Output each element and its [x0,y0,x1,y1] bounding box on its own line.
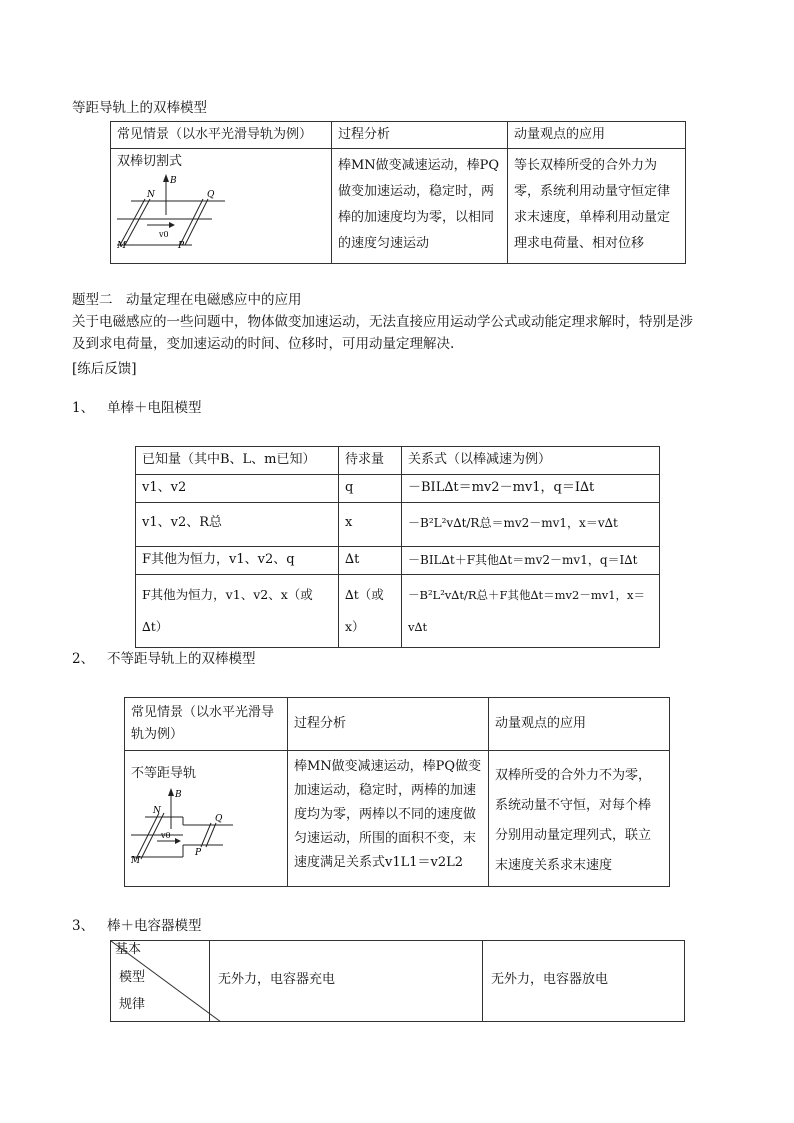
figure-label-P: P [178,241,185,249]
application-cell: 等长双棒所受的合外力为零，系统利用动量守恒定律求末速度，单棒利用动量定理求电荷量、相对位移 [508,149,686,264]
process-cell: 棒MN做变减速运动，棒PQ做变加速运动，稳定时，两棒的加速度均为零，以相同的速度匀速运动 [332,149,508,264]
t1-row2-relation: －B²L²v∆t/R总＝mv2－mv1，x＝v∆t [402,503,660,547]
corner-bottom: 规律 [119,997,146,1012]
t2-header-scene: 常见情景（以水平光滑导轨为例） [125,698,288,751]
figure-label-M: M [117,241,127,249]
section-a-title: 等距导轨上的双棒模型 [72,100,207,116]
scene-cell [111,149,332,264]
corner-top: 基本 [115,942,142,957]
capacitor-table [110,940,685,1022]
item2-number: 2、 [72,651,95,667]
single-rod-table [135,446,660,648]
t1-row4-relation: －B²L²v∆t/R总＋F其他∆t＝mv2－mv1，x＝v∆t [402,575,660,648]
header-scene: 常见情景（以水平光滑导轨为例） [111,122,332,149]
t1-row1-relation: －BIL∆t＝mv2－mv1，q＝I∆t [402,475,660,503]
item1-title: 单棒＋电阻模型 [107,400,202,416]
corner-cell [111,941,210,1022]
t1-row4-unknown: ∆t（或x） [339,575,402,648]
t2-figure-label-N: N [153,806,161,816]
item2-title: 不等距导轨上的双棒模型 [107,651,256,667]
t1-row2-unknown: x [339,503,402,547]
equal-rail-table [110,121,686,264]
topic-two-title: 题型二 动量定理在电磁感应中的应用 [72,292,302,308]
t2-figure-label-Q: Q [215,814,223,824]
t2-scene-label: 不等距导轨 [131,766,197,781]
t1-row3-relation: －BIL∆t＋F其他∆t＝mv2－mv1，q＝I∆t [402,547,660,575]
header-application: 动量观点的应用 [508,122,686,149]
double-rod-figure [117,171,227,249]
t1-row4-known: F其他为恒力，v1、v2、x（或∆t） [136,575,339,648]
scene-label: 双棒切割式 [117,154,183,169]
t2-figure-label-B: B [175,790,182,800]
figure-label-N: N [147,190,155,200]
t1-row3-known: F其他为恒力，v1、v2、q [136,547,339,575]
item1-number: 1、 [72,400,95,416]
t2-header-process: 过程分析 [288,698,489,751]
item3-number: 3、 [72,918,95,934]
t2-header-application: 动量观点的应用 [489,698,670,751]
unequal-rail-table [124,697,670,887]
t1-header-known: 已知量（其中B、L、m已知） [136,447,339,475]
t2-process-cell: 棒MN做变减速运动，棒PQ做变加速运动，稳定时，两棒的加速度均为零，两棒以不同的速度做匀速运动，所围的面积不变，末速度满足关系式v1L1＝v2L2 [288,751,489,887]
t2-scene-cell [125,751,288,887]
col-charging: 无外力，电容器充电 [210,941,483,1022]
header-process: 过程分析 [332,122,508,149]
t2-figure-label-v0: v0 [161,831,171,840]
unequal-rail-figure [131,783,236,863]
t1-row1-known: v1、v2 [136,475,339,503]
t2-application-cell: 双棒所受的合外力不为零，系统动量不守恒，对每个棒分别用动量定理列式，联立末速度关系求末速度 [489,751,670,887]
paragraph-line-2: 及到求电荷量，变加速运动的时间、位移时，可用动量定理解决. [72,336,455,352]
figure-label-B: B [170,176,177,186]
t2-figure-label-M: M [131,856,141,863]
t1-header-relation: 关系式（以棒减速为例） [402,447,660,475]
t2-figure-label-P: P [195,848,202,858]
t1-row3-unknown: ∆t [339,547,402,575]
figure-label-Q: Q [207,190,215,200]
item3-title: 棒＋电容器模型 [107,918,202,934]
figure-label-v0: v0 [159,230,169,239]
t1-row1-unknown: q [339,475,402,503]
feedback-label: [练后反馈] [72,361,137,377]
corner-mid: 模型 [119,970,146,985]
t1-row2-known: v1、v2、R总 [136,503,339,547]
paragraph-line-1: 关于电磁感应的一些问题中，物体做变加速运动，无法直接应用运动学公式或动能定理求解时，特别是涉 [72,314,693,330]
col-discharging: 无外力，电容器放电 [483,941,685,1022]
t1-header-unknown: 待求量 [339,447,402,475]
